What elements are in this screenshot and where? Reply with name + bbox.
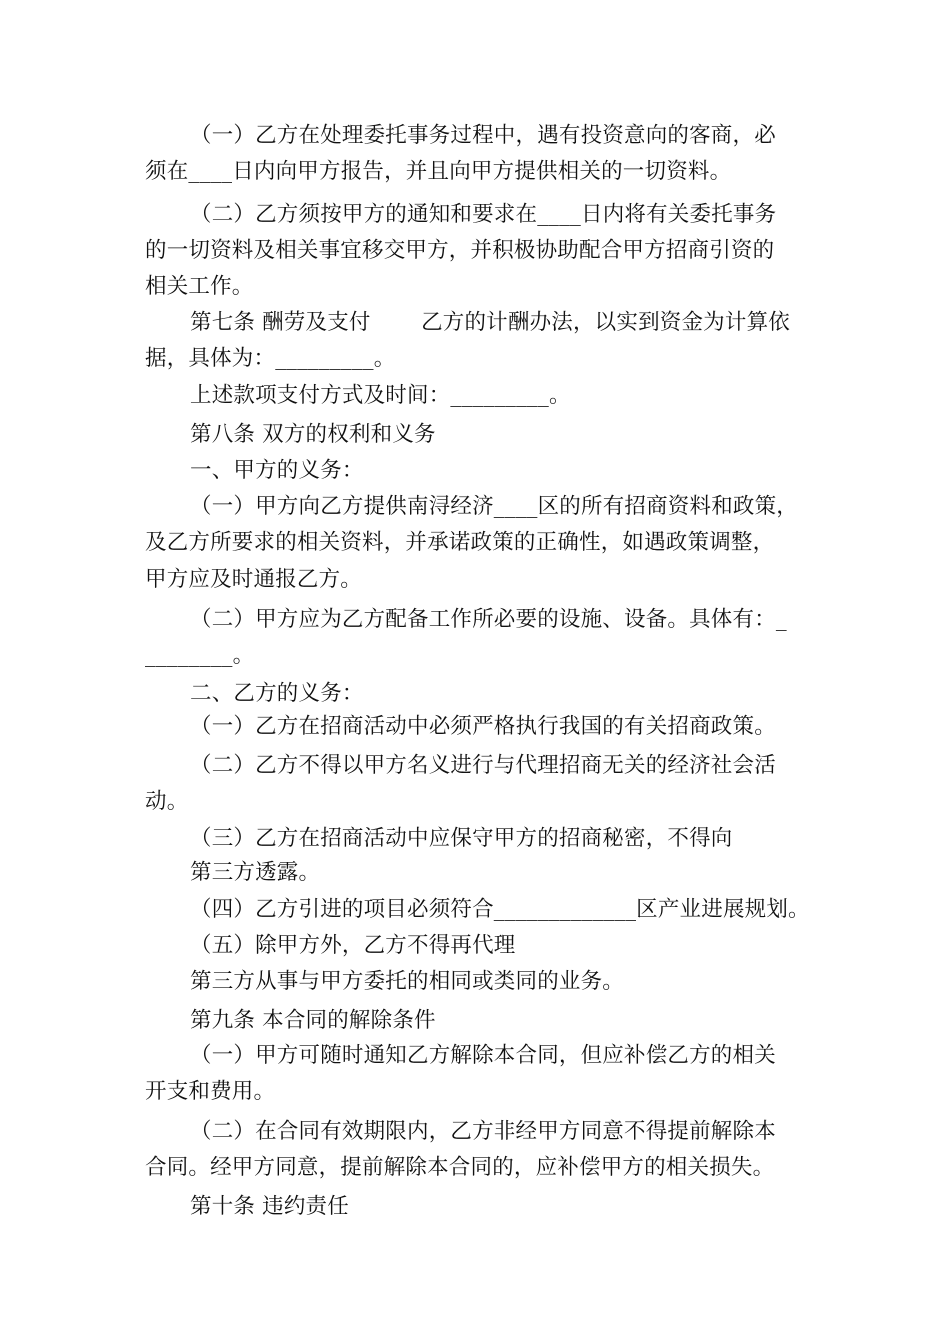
paragraph-line: （一）乙方在招商活动中必须严格执行我国的有关招商政策。 — [190, 714, 776, 739]
paragraph-line: 上述款项支付方式及时间：_________。 — [190, 383, 571, 408]
paragraph-line: （五）除甲方外，乙方不得再代理 — [190, 933, 516, 958]
paragraph-line: （四）乙方引进的项目必须符合_____________区产业进展规划。 — [190, 897, 810, 922]
paragraph-line: 相关工作。 — [145, 274, 254, 299]
paragraph-line: 合同。经甲方同意，提前解除本合同的，应补偿甲方的相关损失。 — [145, 1155, 775, 1180]
paragraph-line: 开支和费用。 — [145, 1079, 276, 1104]
paragraph-line: （一）甲方向乙方提供南浔经济____区的所有招商资料和政策， — [190, 494, 799, 519]
paragraph-line: （二）乙方须按甲方的通知和要求在____日内将有关委托事务 — [190, 202, 777, 227]
paragraph-line: 第三方透露。 — [190, 860, 321, 885]
article-9-heading: 第九条 本合同的解除条件 — [190, 1008, 436, 1033]
article-10-heading: 第十条 违约责任 — [190, 1194, 349, 1219]
paragraph-line: 及乙方所要求的相关资料，并承诺政策的正确性，如遇政策调整， — [145, 530, 775, 555]
paragraph-line: ________。 — [145, 643, 255, 668]
article-7-heading-line: 第七条 酬劳及支付 乙方的计酬办法，以实到资金为计算依 — [190, 310, 790, 335]
paragraph-line: 据，具体为：_________。 — [145, 346, 396, 371]
paragraph-line: （二）在合同有效期限内，乙方非经甲方同意不得提前解除本 — [190, 1119, 776, 1144]
paragraph-line: （二）甲方应为乙方配备工作所必要的设施、设备。具体有：_ — [190, 607, 787, 632]
paragraph-line: 须在____日内向甲方报告，并且向甲方提供相关的一切资料。 — [145, 159, 732, 184]
paragraph-line: （一）甲方可随时通知乙方解除本合同，但应补偿乙方的相关 — [190, 1043, 776, 1068]
paragraph-line: （三）乙方在招商活动中应保守甲方的招商秘密，不得向 — [190, 826, 733, 851]
section-heading-party-b: 二、乙方的义务： — [190, 681, 364, 706]
article-8-heading: 第八条 双方的权利和义务 — [190, 422, 436, 447]
paragraph-line: 的一切资料及相关事宜移交甲方，并积极协助配合甲方招商引资的 — [145, 238, 775, 263]
paragraph-line: 甲方应及时通报乙方。 — [145, 567, 363, 592]
section-heading-party-a: 一、甲方的义务： — [190, 458, 364, 483]
paragraph-line: （二）乙方不得以甲方名义进行与代理招商无关的经济社会活 — [190, 753, 776, 778]
paragraph-line: 第三方从事与甲方委托的相同或类同的业务。 — [190, 969, 625, 994]
paragraph-line: （一）乙方在处理委托事务过程中，遇有投资意向的客商，必 — [190, 123, 776, 148]
paragraph-line: 动。 — [145, 789, 189, 814]
